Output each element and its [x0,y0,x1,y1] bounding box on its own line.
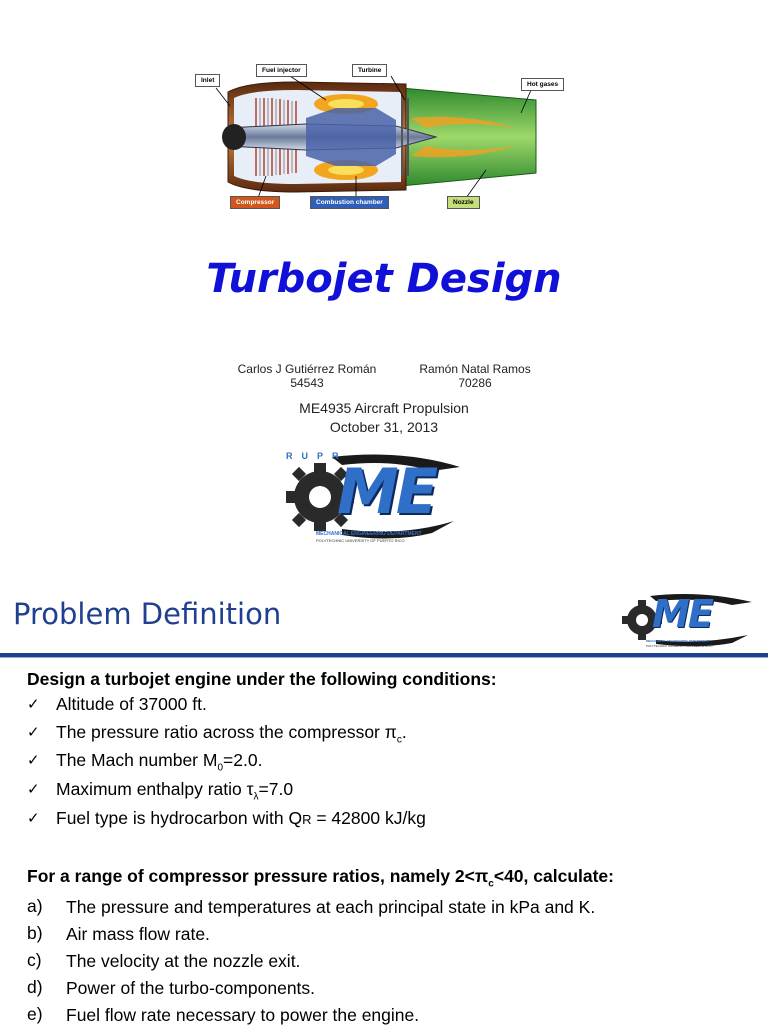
author-1-id: 54543 [290,376,324,390]
item-a-text: The pressure and temperatures at each principal state in kPa and K. [66,897,596,917]
item-c-label: c) [27,950,42,970]
check-icon: ✓ [27,752,40,769]
check-icon: ✓ [27,781,40,798]
item-b-text: Air mass flow rate. [66,924,210,944]
logo-university-text: POLYTECHNIC UNIVERSITY OF PUERTO RICO [316,538,405,543]
logo-dept-text: MECHANICAL ENGINEERING DEPARTMENT [646,639,710,643]
combustion-chamber-label: Combustion chamber [310,196,389,209]
logo-me-text: ME [652,592,712,636]
hot-gases-label: Hot gases [521,78,564,91]
conditions-heading: Design a turbojet engine under the following conditions: [27,669,497,689]
presentation-date: October 31, 2013 [329,419,439,435]
item-d-text: Power of the turbo-components. [66,978,316,998]
author-1 [222,362,392,390]
check-icon: ✓ [27,810,40,827]
logo-arc-letters: RUPR [286,451,348,461]
turbojet-diagram [186,58,586,218]
condition-altitude: Altitude of 37000 ft. [56,694,207,714]
logo-university-text: POLYTECHNIC UNIVERSITY OF PUERTO RICO [646,644,713,648]
author-2-name: Ramón Natal Ramos [419,362,531,376]
problem-definition-slide [0,575,768,1024]
slide-title: Problem Definition [13,597,282,631]
author-2-id: 70286 [458,376,492,390]
item-e-text: Fuel flow rate necessary to power the engine. [66,1005,420,1025]
me-department-logo [282,447,464,547]
calculate-heading: For a range of compressor pressure ratios, namely $2<\pi_c<40$, calculate: [27,866,614,890]
logo-me-text: ME [337,455,436,528]
condition-enthalpy-ratio: Maximum enthalpy ratio $\tau_\lambda=7.0$ [56,779,294,803]
item-b-label: b) [27,923,43,943]
item-a-label: a) [27,896,43,916]
condition-fuel-type: Fuel type is hydrocarbon with QR = 42800 kJ/kg [56,808,426,828]
turbine-label: Turbine [352,64,387,77]
check-icon: ✓ [27,696,40,713]
nozzle-label: Nozzle [447,196,480,209]
title-divider-thin [0,657,768,658]
fuel-injector-label: Fuel injector [256,64,307,77]
author-1-name: Carlos J Gutiérrez Román [237,362,377,376]
logo-dept-text: MECHANICAL ENGINEERING DEPARTMENT [316,531,422,537]
item-d-label: d) [27,977,43,997]
inlet-label: Inlet [195,74,220,87]
me-department-logo-small [620,590,760,652]
presentation-title: Turbojet Design [206,256,562,302]
item-e-label: e) [27,1004,43,1024]
compressor-label: Compressor [230,196,280,209]
condition-pressure-ratio: The pressure ratio across the compressor $\pi_c$. [56,722,407,746]
check-icon: ✓ [27,724,40,741]
course-name: ME4935 Aircraft Propulsion [299,400,469,416]
author-2 [400,362,550,390]
condition-mach-number: The Mach number $M_0=2.0$. [56,750,263,774]
item-c-text: The velocity at the nozzle exit. [66,951,301,971]
